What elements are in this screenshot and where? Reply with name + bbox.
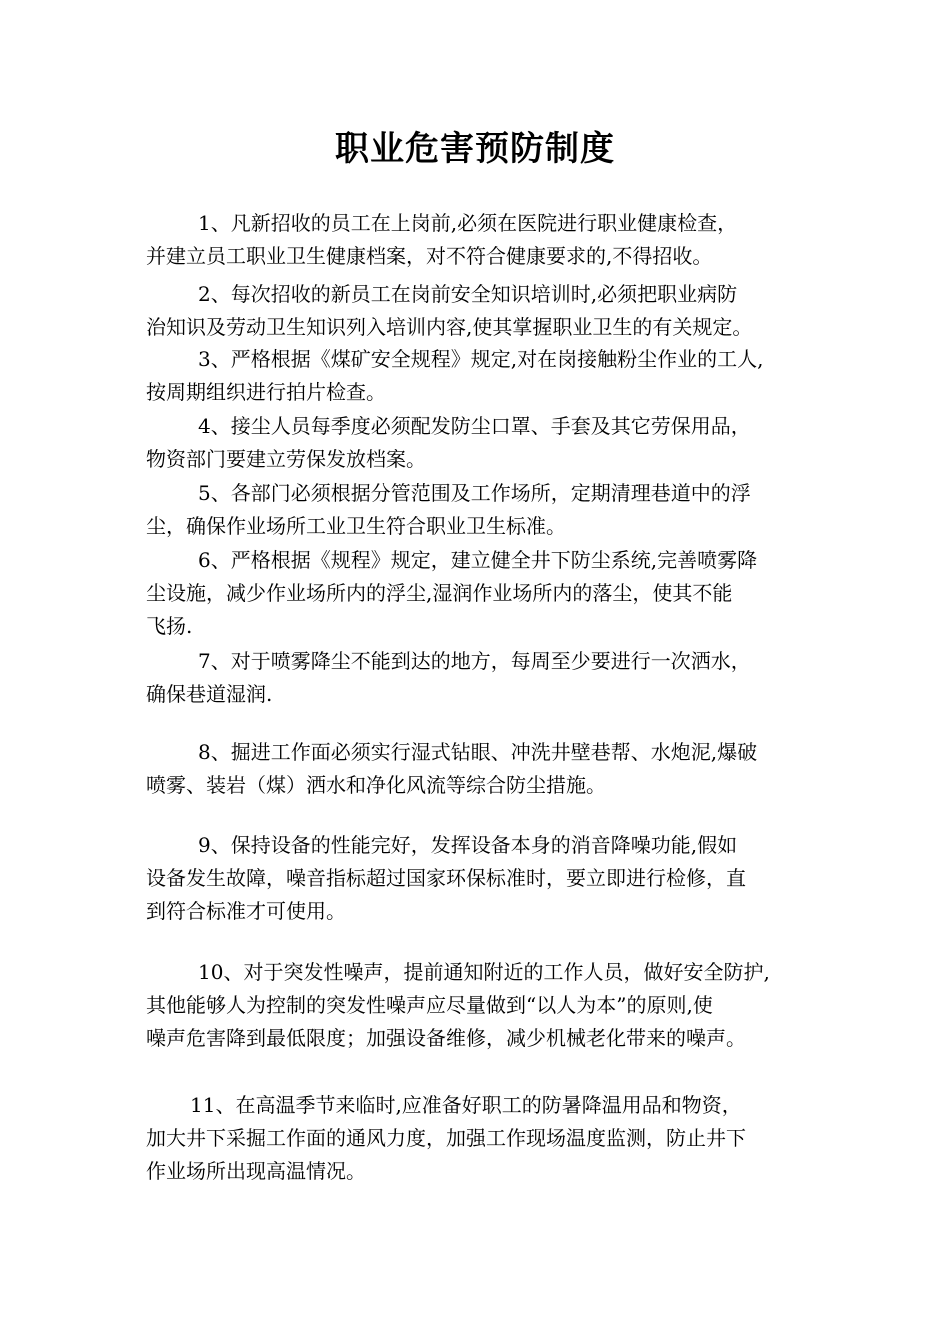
paragraph-11 (146, 1089, 826, 1188)
paragraph-line: 按周期组织进行拍片检查。 (146, 380, 386, 404)
paragraph-line: 9、保持设备的性能完好，发挥设备本身的消音降噪功能,假如 (198, 833, 738, 857)
document-title: 职业危害预防制度 (335, 129, 615, 169)
paragraph-line: 并建立员工职业卫生健康档案，对不符合健康要求的,不得招收。 (146, 244, 713, 268)
paragraph-line: 尘，确保作业场所工业卫生符合职业卫生标准。 (146, 514, 566, 538)
paragraph-line: 3、严格根据《煤矿安全规程》规定,对在岗接触粉尘作业的工人, (198, 347, 764, 371)
paragraph-line: 10、对于突发性噪声，提前通知附近的工作人员，做好安全防护, (198, 960, 770, 984)
paragraph-4 (146, 410, 826, 476)
paragraph-7 (146, 645, 826, 711)
paragraph-line: 2、每次招收的新员工在岗前安全知识培训时,必须把职业病防 (198, 282, 738, 306)
paragraph-line: 设备发生故障，噪音指标超过国家环保标准时，要立即进行检修，直 (146, 866, 746, 890)
paragraph-line: 作业场所出现高温情况。 (146, 1159, 366, 1183)
paragraph-10 (146, 956, 826, 1055)
paragraph-line: 尘设施，减少作业场所内的浮尘,湿润作业场所内的落尘，使其不能 (146, 581, 733, 605)
paragraph-2 (146, 278, 826, 344)
paragraph-line: 喷雾、装岩（煤）洒水和净化风流等综合防尘措施。 (146, 773, 606, 797)
paragraph-line: 5、各部门必须根据分管范围及工作场所，定期清理巷道中的浮 (198, 481, 751, 505)
paragraph-line: 4、接尘人员每季度必须配发防尘口罩、手套及其它劳保用品， (198, 414, 751, 438)
paragraph-8 (146, 736, 826, 802)
paragraph-line: 治知识及劳动卫生知识列入培训内容,使其掌握职业卫生的有关规定。 (146, 315, 753, 339)
paragraph-line: 8、掘进工作面必须实行湿式钻眼、冲洗井壁巷帮、水炮泥,爆破 (198, 740, 758, 764)
paragraph-line: 到符合标准才可使用。 (146, 899, 346, 923)
paragraph-1 (146, 207, 826, 273)
paragraph-line: 确保巷道湿润. (146, 682, 273, 706)
paragraph-line: 物资部门要建立劳保发放档案。 (146, 447, 426, 471)
paragraph-line: 1、凡新招收的员工在上岗前,必须在医院进行职业健康检查， (198, 211, 738, 235)
paragraph-3 (146, 343, 826, 409)
paragraph-line: 其他能够人为控制的突发性噪声应尽量做到“以人为本”的原则,使 (146, 993, 713, 1017)
paragraph-line: 11、在高温季节来临时,应准备好职工的防暑降温用品和物资， (190, 1093, 742, 1117)
paragraph-line: 6、严格根据《规程》规定，建立健全井下防尘系统,完善喷雾降 (198, 548, 758, 572)
paragraph-5 (146, 477, 826, 543)
paragraph-9 (146, 829, 826, 928)
paragraph-line: 噪声危害降到最低限度；加强设备维修，减少机械老化带来的噪声。 (146, 1026, 746, 1050)
paragraph-line: 7、对于喷雾降尘不能到达的地方，每周至少要进行一次洒水， (198, 649, 751, 673)
paragraph-line: 加大井下采掘工作面的通风力度，加强工作现场温度监测，防止井下 (146, 1126, 746, 1150)
paragraph-line: 飞扬. (146, 614, 193, 638)
paragraph-6 (146, 544, 826, 643)
